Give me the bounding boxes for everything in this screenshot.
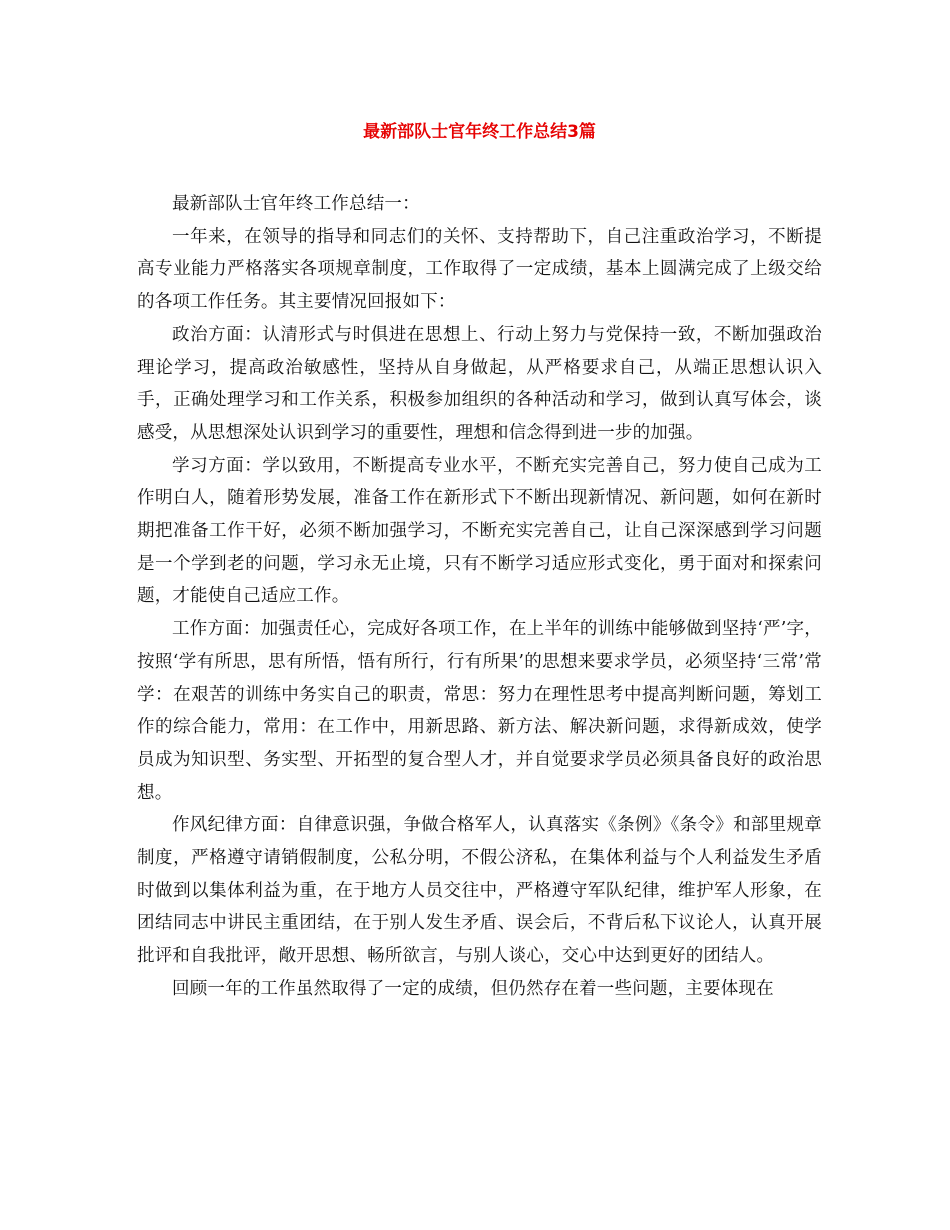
paragraph-work: 工作方面：加强责任心，完成好各项工作，在上半年的训练中能够做到坚持‘严’字，按照‘学有所思，思有所悟，悟有所行，行有所果’的思想来要求学员，必须坚持‘三常’常学：在艰苦的训练中务实自己的职责，常思：努力在理性思考中提高判断问题，筹划工作的综合能力，常用：在工作中，用新思路、新方法、解决新问题，求得新成效，使学员成为知识型、务实型、开拓型的复合型人才，并自觉要求学员必须具备良好的政治思想。 [137, 619, 822, 803]
paragraph-intro: 一年来，在领导的指导和同志们的关怀、支持帮助下，自己注重政治学习，不断提高专业能力严格落实各项规章制度，工作取得了一定成绩，基本上圆满完成了上级交给的各项工作任务。其主要情况回报如下： [137, 226, 822, 313]
paragraph-review: 回顾一年的工作虽然取得了一定的成绩，但仍然存在着一些问题，主要体现在 [172, 978, 774, 999]
document-title: 最新部队士官年终工作总结3篇 [363, 122, 596, 142]
paragraph-politics: 政治方面：认清形式与时俱进在思想上、行动上努力与党保持一致，不断加强政治理论学习，提高政治敏感性，坚持从自身做起，从严格要求自己，从端正思想认识入手，正确处理学习和工作关系，积极参加组织的各种活动和学习，做到认真写体会，谈感受，从思想深处认识到学习的重要性，理想和信念得到进一步的加强。 [137, 324, 822, 443]
paragraph-section-heading: 最新部队士官年终工作总结一： [172, 194, 420, 214]
document-body [137, 188, 822, 1006]
paragraph-study: 学习方面：学以致用，不断提高专业水平，不断充实完善自己，努力使自己成为工作明白人，随着形势发展，准备工作在新形式下不断出现新情况、新问题，如何在新时期把准备工作干好，必须不断加强学习，不断充实完善自己，让自己深深感到学习问题是一个学到老的问题，学习永无止境，只有不断学习适应形式变化，勇于面对和探索问题，才能使自己适应工作。 [137, 455, 822, 607]
paragraph-discipline: 作风纪律方面：自律意识强，争做合格军人，认真落实《条例》《条令》和部里规章制度，严格遵守请销假制度，公私分明，不假公济私，在集体利益与个人利益发生矛盾时做到以集体利益为重，在于地方人员交往中，严格遵守军队纪律，维护军人形象，在团结同志中讲民主重团结，在于别人发生矛盾、误会后，不背后私下议论人，认真开展批评和自我批评，敞开思想、畅所欲言，与别人谈心，交心中达到更好的团结人。 [137, 815, 822, 967]
